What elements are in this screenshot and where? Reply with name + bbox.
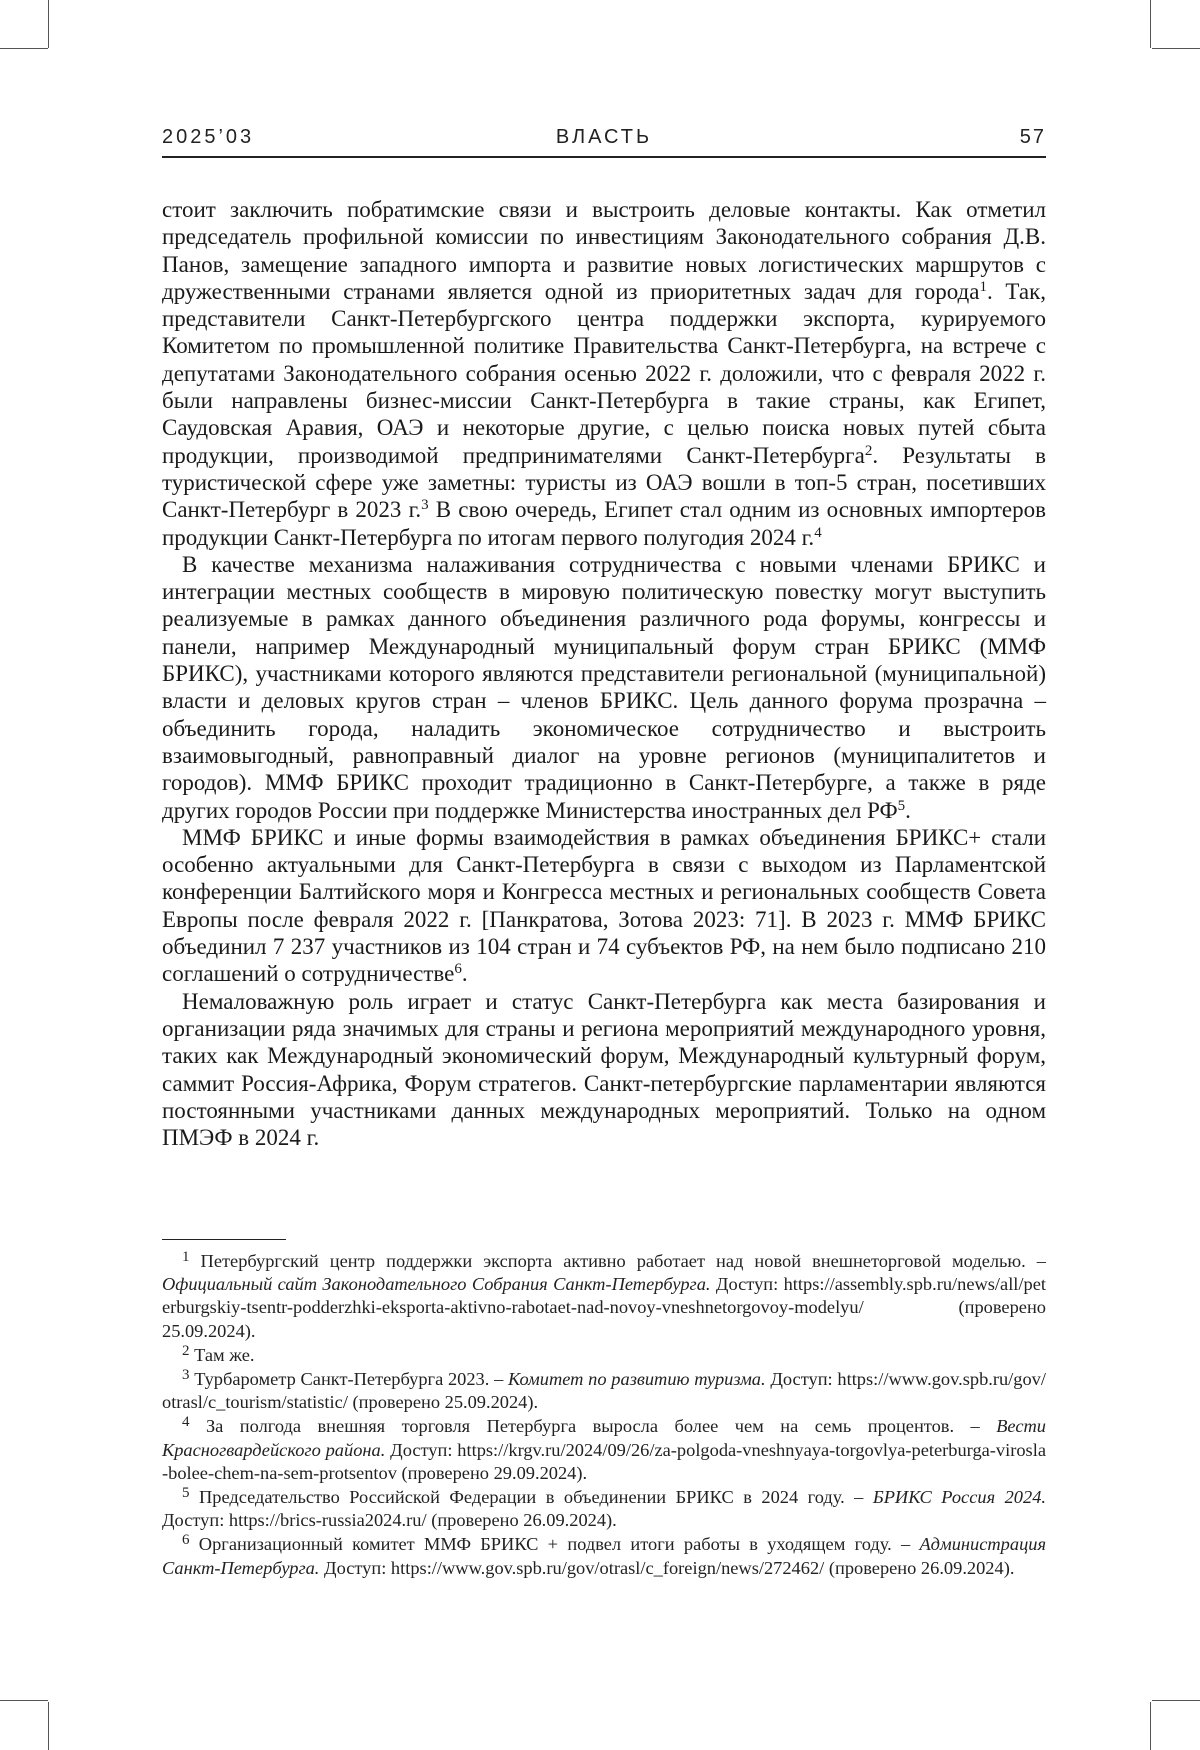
footnote-access: Доступ: bbox=[766, 1369, 838, 1389]
footnote bbox=[162, 1344, 1046, 1367]
footnote-source: Официальный сайт Законодательного Собрания Санкт-Петербурга. bbox=[162, 1274, 711, 1294]
footnote-number: 2 bbox=[182, 1343, 190, 1359]
footnote-ref[interactable]: 6 bbox=[454, 961, 462, 977]
footnote-url[interactable]: https://krgv.ru/2024/09/26/za-polgoda-vneshnyaya-torgovlya-peterburga-virosla-bolee-chem-na-sem-protsentov bbox=[162, 1440, 1046, 1483]
footnote-source: Комитет по развитию туризма. bbox=[508, 1369, 766, 1389]
running-header bbox=[162, 126, 1046, 158]
footnote-number: 3 bbox=[182, 1367, 190, 1383]
footnote-text: Турбарометр Санкт-Петербурга 2023. – bbox=[194, 1369, 508, 1389]
paragraph-text: В свою очередь, Египет стал одним из основных импортеров продукции Санкт-Петербурга по итогам первого полугодия 2024 г. bbox=[162, 497, 1046, 549]
crop-mark bbox=[1150, 0, 1151, 48]
paragraph bbox=[162, 551, 1046, 824]
footnote-checked: (проверено 25.09.2024). bbox=[348, 1392, 538, 1412]
crop-mark bbox=[1150, 1702, 1151, 1750]
crop-mark bbox=[0, 48, 48, 49]
paragraph-text: В качестве механизма налаживания сотрудничества с новыми членами БРИКС и интеграции местных сообществ в мировую политическую повестку могут выступить реализуемые в рамках данного объединения различного рода форумы, конгрессы и панели, например Международный муниципальный форум стран БРИКС (ММФ БРИКС), участниками которого являются представители региональной (муниципальной) власти и деловых кругов стран – членов БРИКС. Цель данного форума прозрачна – объединить города, наладить экономическое сотрудничество и выстроить взаимовыгодный, равноправный диалог на уровне регионов (муниципалитетов и городов). ММФ БРИКС проходит традиционно в Санкт-Петербурге, а также в ряде других городов России при поддержке Министерства иностранных дел РФ bbox=[162, 552, 1046, 823]
page-number: 57 bbox=[1020, 126, 1046, 149]
footnote-text: Организационный комитет ММФ БРИКС + подвел итоги работы в уходящем году. – bbox=[199, 1534, 920, 1554]
crop-mark bbox=[0, 1700, 48, 1701]
footnote-checked: (проверено 29.09.2024). bbox=[397, 1463, 587, 1483]
footnote bbox=[162, 1486, 1046, 1532]
footnote-source: БРИКС Россия 2024. bbox=[873, 1487, 1046, 1507]
footnote-text: За полгода внешняя торговля Петербурга выросла более чем на семь процентов. – bbox=[206, 1416, 996, 1436]
paragraph bbox=[162, 824, 1046, 988]
paragraph-text: . bbox=[462, 961, 468, 986]
footnote-checked: (проверено 25.09.2024). bbox=[162, 1297, 1046, 1340]
footnote-text: Петербургский центр поддержки экспорта активно работает над новой внешнеторговой моделью. – bbox=[201, 1251, 1046, 1271]
footnote-ref[interactable]: 5 bbox=[898, 798, 906, 814]
footnotes bbox=[162, 1250, 1046, 1581]
footnote-number: 4 bbox=[182, 1414, 190, 1430]
paragraph-text: . bbox=[905, 798, 911, 823]
crop-mark bbox=[48, 0, 49, 48]
paragraph-text: Немаловажную роль играет и статус Санкт-Петербурга как места базирования и организации ряда значимых для страны и региона мероприятий международного уровня, таких как Международный экономический форум, Международный культурный форум, саммит Россия-Африка, Форум стратегов. Санкт-петербургские парламентарии являются постоянными участниками данных международных мероприятий. Только на одном ПМЭФ в 2024 г. bbox=[162, 989, 1046, 1150]
article-body bbox=[162, 196, 1046, 1151]
issue-number: 2025’03 bbox=[162, 126, 254, 149]
footnote-checked: (проверено 26.09.2024). bbox=[427, 1510, 617, 1530]
crop-mark bbox=[1152, 48, 1200, 49]
footnote-ref[interactable]: 4 bbox=[814, 525, 822, 541]
footnote bbox=[162, 1533, 1046, 1579]
footnote-number: 1 bbox=[182, 1249, 190, 1265]
crop-mark bbox=[1152, 1700, 1200, 1701]
footnote-ref[interactable]: 1 bbox=[979, 279, 987, 295]
footnote-number: 5 bbox=[182, 1485, 190, 1501]
footnote-ref[interactable]: 2 bbox=[865, 443, 873, 459]
footnote-source: Вести Красногвардейского района. bbox=[162, 1416, 1046, 1459]
crop-mark bbox=[48, 1702, 49, 1750]
footnote-checked: (проверено 26.09.2024). bbox=[824, 1558, 1014, 1578]
footnote-source: Администрация Санкт-Петербурга. bbox=[162, 1534, 1046, 1577]
footnote-url[interactable]: https://www.gov.spb.ru/gov/otrasl/c_foreign/news/272462/ bbox=[391, 1558, 824, 1578]
footnote-access: Доступ: bbox=[711, 1274, 784, 1294]
paragraph-text: стоит заключить побратимские связи и выстроить деловые контакты. Как отметил председатель профильной комиссии по инвестициям Законодательного собрания Д.В. Панов, замещение западного импорта и развитие новых логистических маршрутов с дружественными странами является одной из приоритетных задач для города bbox=[162, 197, 1046, 304]
footnote bbox=[162, 1250, 1046, 1343]
footnote bbox=[162, 1415, 1046, 1485]
footnote-access: Доступ: bbox=[319, 1558, 391, 1578]
paragraph-text: ММФ БРИКС и иные формы взаимодействия в рамках объединения БРИКС+ стали особенно актуальными для Санкт-Петербурга в связи с выходом из Парламентской конференции Балтийского моря и Конгресса местных и региональных сообществ Совета Европы после февраля 2022 г. [Панкратова, Зотова 2023: 71]. В 2023 г. ММФ БРИКС объединил 7 237 участников из 104 стран и 74 субъектов РФ, на нем было подписано 210 соглашений о сотрудничестве bbox=[162, 825, 1046, 986]
footnote-text: Председательство Российской Федерации в объединении БРИКС в 2024 году. – bbox=[199, 1487, 873, 1507]
footnote-access: Доступ: bbox=[385, 1440, 457, 1460]
footnote-number: 6 bbox=[182, 1532, 190, 1548]
paragraph bbox=[162, 196, 1046, 551]
section-title: ВЛАСТЬ bbox=[162, 126, 1046, 149]
footnote-divider bbox=[162, 1239, 286, 1240]
footnote-url[interactable]: https://assembly.spb.ru/news/all/peterburgskiy-tsentr-podderzhki-eksporta-aktivno-rabotaet-nad-novoy-vneshnetorgovoy-modelyu/ bbox=[162, 1274, 1046, 1317]
footnote-ref[interactable]: 3 bbox=[421, 497, 429, 513]
footnote-url[interactable]: https://www.gov.spb.ru/gov/otrasl/c_tourism/statistic/ bbox=[162, 1369, 1046, 1412]
footnote bbox=[162, 1368, 1046, 1414]
paragraph bbox=[162, 988, 1046, 1152]
footnote-url[interactable]: https://brics-russia2024.ru/ bbox=[229, 1510, 427, 1530]
paragraph-text: . Результаты в туристической сфере уже заметны: туристы из ОАЭ вошли в топ-5 стран, посетивших Санкт-Петербург в 2023 г. bbox=[162, 443, 1046, 523]
footnote-access: Доступ: bbox=[162, 1510, 229, 1530]
footnote-text: Там же. bbox=[194, 1345, 254, 1365]
paragraph-text: . Так, представители Санкт-Петербургского центра поддержки экспорта, курируемого Комитетом по промышленной политике Правительства Санкт-Петербурга, на встрече с депутатами Законодательного собрания осенью 2022 г. доложили, что с февраля 2022 г. были направлены бизнес-миссии Санкт-Петербурга в такие страны, как Египет, Саудовская Аравия, ОАЭ и некоторые другие, с целью поиска новых путей сбыта продукции, производимой предпринимателями Санкт-Петербурга bbox=[162, 279, 1046, 468]
